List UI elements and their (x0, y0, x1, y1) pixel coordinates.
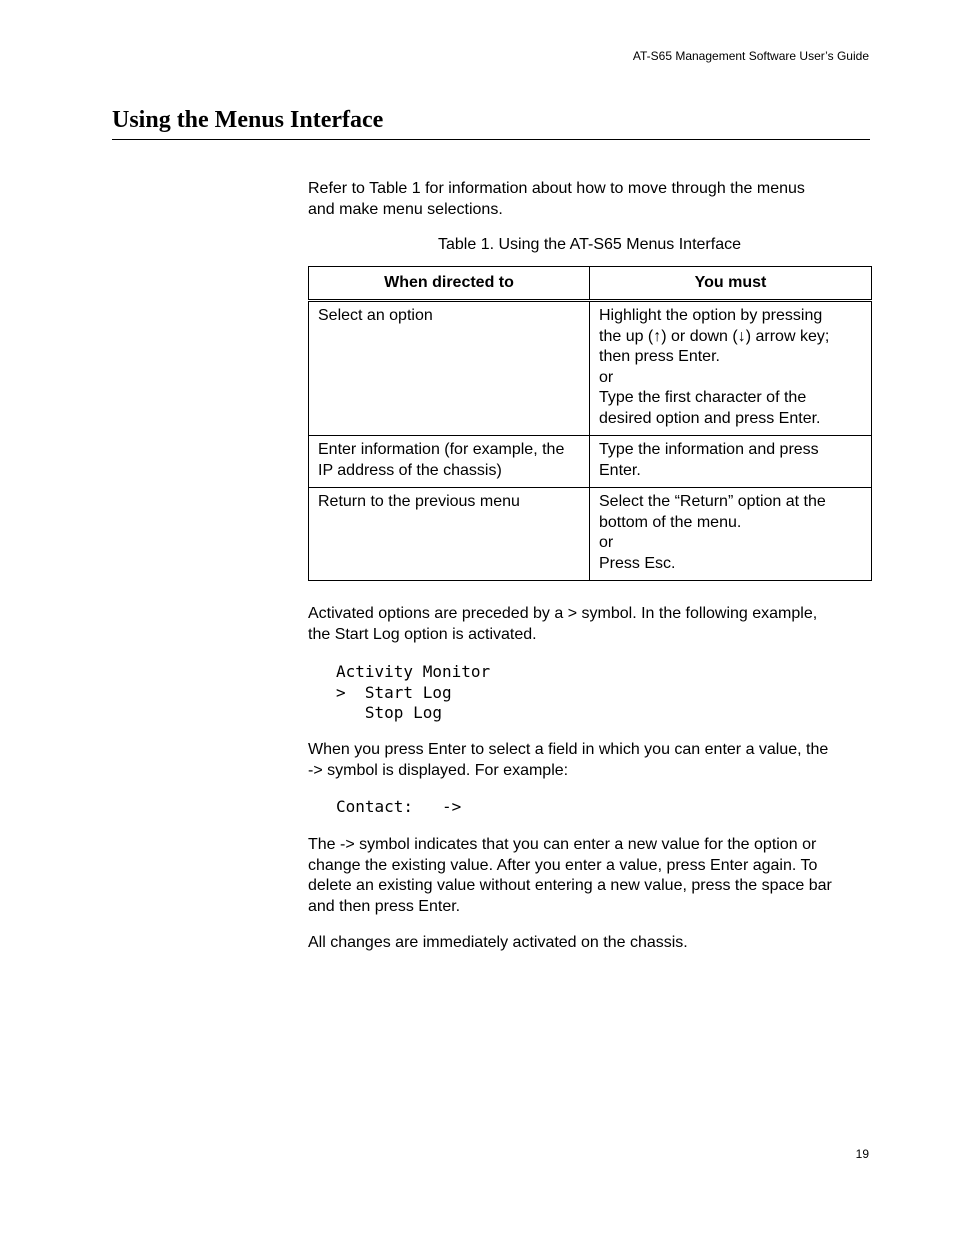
enter-value-paragraph (308, 740, 874, 781)
cell-line: Highlight the option by pressing (599, 307, 823, 324)
column-header: You must (590, 267, 872, 301)
paragraph-line: Activated options are preceded by a > symbol. In the following example, (308, 605, 818, 622)
cell-line: Select an option (318, 307, 433, 324)
code-line: Stop Log (336, 703, 442, 722)
table-row (309, 301, 872, 436)
table-row (309, 488, 872, 581)
intro-line: and make menu selections. (308, 200, 503, 218)
arrow-explain-paragraph (308, 835, 874, 917)
paragraph-line: When you press Enter to select a field in which you can enter a value, the (308, 741, 829, 758)
cell-line: Type the first character of the (599, 389, 807, 406)
table-row (309, 436, 872, 488)
code-example-contact (336, 797, 461, 818)
intro-paragraph (308, 179, 874, 220)
paragraph-line: The -> symbol indicates that you can enter a new value for the option or (308, 836, 817, 853)
menus-table (308, 266, 872, 581)
table-cell (309, 488, 590, 581)
page-number: 19 (855, 1147, 869, 1161)
code-example-activity-monitor (336, 662, 490, 724)
paragraph-line: and then press Enter. (308, 897, 461, 915)
paragraph-line: -> symbol is displayed. For example: (308, 761, 569, 779)
cell-line: IP address of the chassis) (318, 461, 502, 479)
column-header: When directed to (309, 267, 590, 301)
cell-line: Return to the previous menu (318, 493, 520, 510)
cell-line: Enter. (599, 461, 641, 479)
cell-line: bottom of the menu. (599, 513, 742, 531)
paragraph-line: change the existing value. After you enter a value, press Enter again. To (308, 856, 818, 874)
table-cell (309, 436, 590, 488)
paragraph-line: All changes are immediately activated on the chassis. (308, 934, 688, 951)
cell-line: then press Enter. (599, 348, 720, 365)
activated-paragraph (308, 604, 874, 645)
table-cell (590, 436, 872, 488)
cell-line: or (599, 368, 614, 386)
table-header-row (309, 267, 872, 301)
table-caption: Table 1. Using the AT-S65 Menus Interface (438, 236, 741, 253)
paragraph-line: the Start Log option is activated. (308, 625, 537, 643)
table-cell (590, 488, 872, 581)
paragraph-line: delete an existing value without entering a new value, press the space bar (308, 877, 832, 894)
running-header: AT-S65 Management Software User’s Guide (632, 49, 869, 63)
cell-line: or (599, 534, 614, 551)
code-line: > Start Log (336, 682, 452, 702)
table-cell (590, 301, 872, 436)
cell-line: Press Esc. (599, 554, 676, 572)
closing-paragraph (308, 933, 874, 954)
section-title: Using the Menus Interface (112, 107, 384, 133)
cell-line: Enter information (for example, the (318, 441, 565, 458)
code-line: Activity Monitor (336, 662, 491, 681)
cell-line: Type the information and press (599, 441, 819, 458)
table-cell (309, 301, 590, 436)
code-line: Contact: -> (336, 797, 462, 816)
cell-line: Select the “Return” option at the (599, 493, 826, 510)
intro-line: Refer to Table 1 for information about how to move through the menus (308, 180, 805, 197)
title-rule (112, 139, 870, 140)
cell-line: desired option and press Enter. (599, 409, 821, 427)
cell-line: the up (↑) or down (↓) arrow key; (599, 327, 830, 345)
